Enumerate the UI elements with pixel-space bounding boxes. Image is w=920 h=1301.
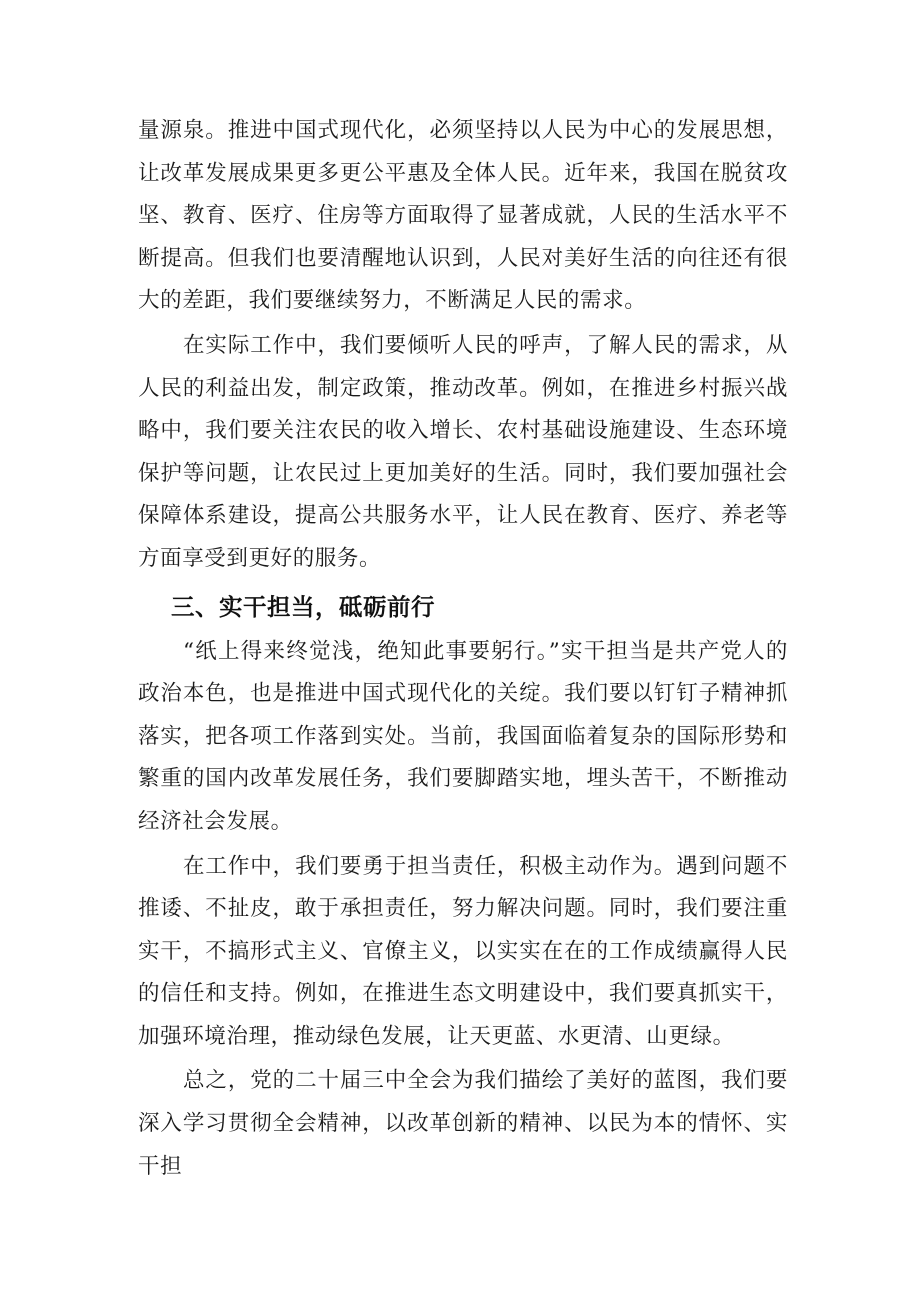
paragraph-summary: 总之，党的二十届三中全会为我们描绘了美好的蓝图，我们要深入学习贯彻全会精神，以改革创新的精神、以民为本的情怀、实干担: [138, 1068, 788, 1179]
paragraph-responsibility: 在工作中，我们要勇于担当责任，积极主动作为。遇到问题不推诿、不扯皮，敢于承担责任，努力解决问题。同时，我们要注重实干，不搞形式主义、官僚主义，以实实在在的工作成绩赢得人民的信任和支持。例如，在推进生态文明建设中，我们要真抓实干，加强环境治理，推动绿色发展，让天更蓝、水更清、山更绿。: [138, 853, 788, 1049]
paragraph-practical-work: 在实际工作中，我们要倾听人民的呼声，了解人民的需求，从人民的利益出发，制定政策，推动改革。例如，在推进乡村振兴战略中，我们要关注农民的收入增长、农村基础设施建设、生态环境保护等问题，让农民过上更加美好的生活。同时，我们要加强社会保障体系建设，提高公共服务水平，让人民在教育、医疗、养老等方面享受到更好的服务。: [138, 332, 788, 571]
paragraph-continued: 量源泉。推进中国式现代化，必须坚持以人民为中心的发展思想，让改革发展成果更多更公平惠及全体人民。近年来，我国在脱贫攻坚、教育、医疗、住房等方面取得了显著成就，人民的生活水平不断提高。但我们也要清醒地认识到，人民对美好生活的向往还有很大的差距，我们要继续努力，不断满足人民的需求。: [138, 118, 788, 314]
document-page: [138, 110, 788, 1188]
paragraph-quote: “纸上得来终觉浅，绝知此事要躬行。”实干担当是共产党人的政治本色，也是推进中国式现代化的关绽。我们要以钉钉子精神抓落实，把各项工作落到实处。当前，我国面临着复杂的国际形势和繁重的国内改革发展任务，我们要脚踏实地，埋头苦干，不断推动经济社会发展。: [138, 638, 788, 834]
section-heading: 三、实干担当，砥砺前行: [171, 592, 435, 621]
